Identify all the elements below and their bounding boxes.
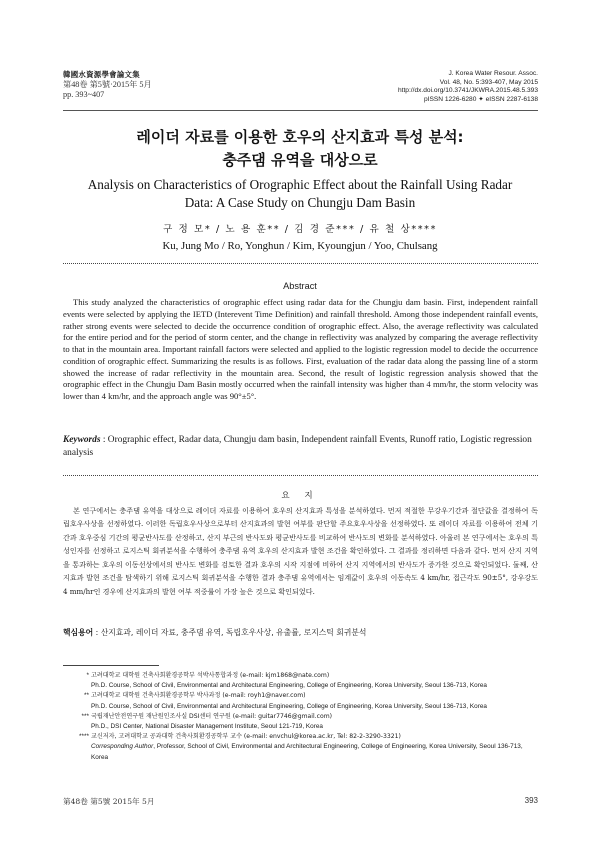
footnote-affiliation-kr: 국립재난안전연구원 재난원인조사실 DSI센터 연구원 (e-mail: guitar7746@gmail.com) [91,712,333,720]
keywords [63,434,538,461]
keywords-label: Keywords [63,435,101,445]
footnote-author-1 [63,671,538,691]
footnote-affiliation-kr: 고려대학교 대학원 건축사회환경공학부 석박사통합과정 (e-mail: kjm1868@nate.com) [91,672,330,679]
title-english-line1: Analysis on Characteristics of Orographic Effect about the Rainfall Using Radar [87,177,513,192]
footnote-affiliation-en: Ph.D., DSI Center, National Disaster Management Institute, Seoul 121-719, Korea [91,723,323,731]
journal-pages-kr: pp. 393~407 [63,90,105,99]
footnote-divider [63,665,159,666]
footnote-affiliation-kr: 교신저자, 고려대학교 공과대학 건축사회환경공학부 교수 (e-mail: envchul@korea.ac.kr, Tel: 82-2-3290-3321) [91,733,401,741]
abstract-heading: Abstract [283,281,317,291]
keywords-korean-label: 핵심용어 [63,628,94,637]
korean-abstract-heading: 요 지 [281,491,319,501]
issn: pISSN 1226-6280 ✦ eISSN 2287-6138 [423,95,538,103]
keywords-divider [63,475,538,476]
footnote-mark: *** [81,712,89,720]
footnote-affiliation-en: Ph.D. Course, School of Civil, Environmental and Architectural Engineering, College of Engineering, Korea University, Seoul 136-713, Korea [91,682,487,690]
title-korean-line2: 충주댐 유역을 대상으로 [222,151,378,169]
footnote-affiliation-en: Ph.D. Course, School of Civil, Environmental and Architectural Engineering, College of Engineering, Korea University, Seoul 136-713, Korea [91,702,487,710]
journal-header-right [278,70,538,104]
corresponding-author-label: Corresponding Author [91,743,154,751]
footer-issue: 第48卷 第5號 2015年 5月 [63,797,155,806]
korean-abstract-text: 본 연구에서는 충주댐 유역을 대상으로 레이더 자료를 이용하여 호우의 산지효과 특성을 분석하였다. 먼저 적절한 무강우기간과 절단값을 결정하여 독립호우사상을 선정하였다. 이러한 독립호우사상으로부터 산지효과의 발현 여부를 판단할 주요호우사상을 선정하였다. 또 레이더 자료를 이용하여 전체 기간과 호우중심 기간의 평균반사도를 산정하고, 산지 부근의 반사도와 평균반사도를 비교하여 반사도의 변화를 분석하였다. 아울러 본 연구에서는 호우의 특성인자를 선정하고 로지스틱 회귀분석을 수행하여 충주댐 유역 호우의 산지효과 발현 조건을 확인하였다. 그 결과를 정리하면 다음과 같다. 먼저 산지 지역을 통과하는 호우의 이동선상에서의 반사도 변화를 검토한 결과 호우의 시작 지점에 비하여 산지 지역에서의 반사도가 증가한 것으로 확인되었다. 둘째, 산지효과 발현 조건을 탐색하기 위해 로지스틱 회귀분석을 수행한 결과 충주댐 유역에서는 임계값이 호우의 이동속도 4 km/hr, 접근각도 90±5°, 강우강도 4 mm/hr인 경우에 산지효과의 발현 여부 적중률이 가장 높은 것으로 확인되었다. [63,506,538,596]
keywords-colon: : [100,435,108,445]
footnote-author-3 [63,712,538,732]
title-korean [40,126,560,172]
journal-volume-en: Vol. 48, No. 5:393-407, May 2015 [439,78,538,86]
doi-link[interactable]: http://dx.doi.org/10.3741/JKWRA.2015.48.5.393 [397,87,538,95]
keywords-korean [63,627,538,639]
authors-english: Ku, Jung Mo / Ro, Yonghun / Kim, Kyoungjun / Yoo, Chulsang [162,240,438,252]
journal-header-left [63,70,263,100]
authors-korean: 구 정 모* / 노 용 훈** / 김 경 준*** / 유 철 상**** [163,224,437,235]
footnote-mark: **** [79,733,89,741]
footnote-mark: * [86,672,89,679]
page-number: 393 [524,796,538,805]
footnote-author-2 [63,691,538,711]
title-english [50,176,550,211]
title-english-line2: Data: A Case Study on Chungju Dam Basin [184,194,416,210]
footnote-affiliation-en [91,742,538,762]
footnote-affiliation-en-text: , Professor, School of Civil, Environmental and Architectural Engineering, College of Engineering, Korea University, Seoul 136-713, Korea [91,743,523,761]
header-divider [63,110,538,111]
authors-divider [63,263,538,264]
footnote-mark: ** [84,692,89,700]
journal-name-en: J. Korea Water Resour. Assoc. [448,70,538,77]
keywords-korean-text: 산지효과, 레이더 자료, 충주댐 유역, 독립호우사상, 유출률, 로지스틱 회귀분석 [100,628,367,637]
keywords-korean-colon: : [93,628,101,637]
footnote-author-4 [63,732,538,763]
journal-name-kr: 韓國水資源學會論文集 [63,70,140,79]
footnote-affiliation-kr: 고려대학교 대학원 건축사회환경공학부 박사과정 (e-mail: royh1@naver.com) [91,692,306,700]
journal-volume-kr: 第48卷 第5號·2015年 5月 [63,80,152,89]
title-korean-line1: 레이더 자료를 이용한 호우의 산지효과 특성 분석: [136,128,464,146]
footnotes [63,671,538,763]
abstract-text: This study analyzed the characteristics of orographic effect using radar data for the Chungju dam basin. First, independent rainfall events were selected by applying the IETD (Interevent Time Definition) and rainfall threshold. Among those independent rainfall events, rather strong events were selected to decide the occurrence condition of orographic effect. Also, the average reflectivity was calculated for the entire period and for the period of storm center, and the change in reflectivity was analyzed by comparing the average reflectivity to that in the mountain area. Important rainfall factors were selected and applied to the logistic regression model to decide the occurrence condition of orographic effect. Summarizing the results is as follows. First, evaluation of the radar data along the passing line of a storm showed the increase of radar reflectivity in the mountain area. Second, the result of logistic regression analysis showed that the orographic effect in the Chungju Dam Basin mostly occurred when the rainfall intensity was higher than 4 mm/hr, the storm velocity was lower than 4 km/hr, and the approach angle was 90°±5°. [63,297,538,401]
keywords-text: Orographic effect, Radar data, Chungju dam basin, Independent rainfall Events, Runoff ratio, Logistic regression analysis [63,435,532,459]
